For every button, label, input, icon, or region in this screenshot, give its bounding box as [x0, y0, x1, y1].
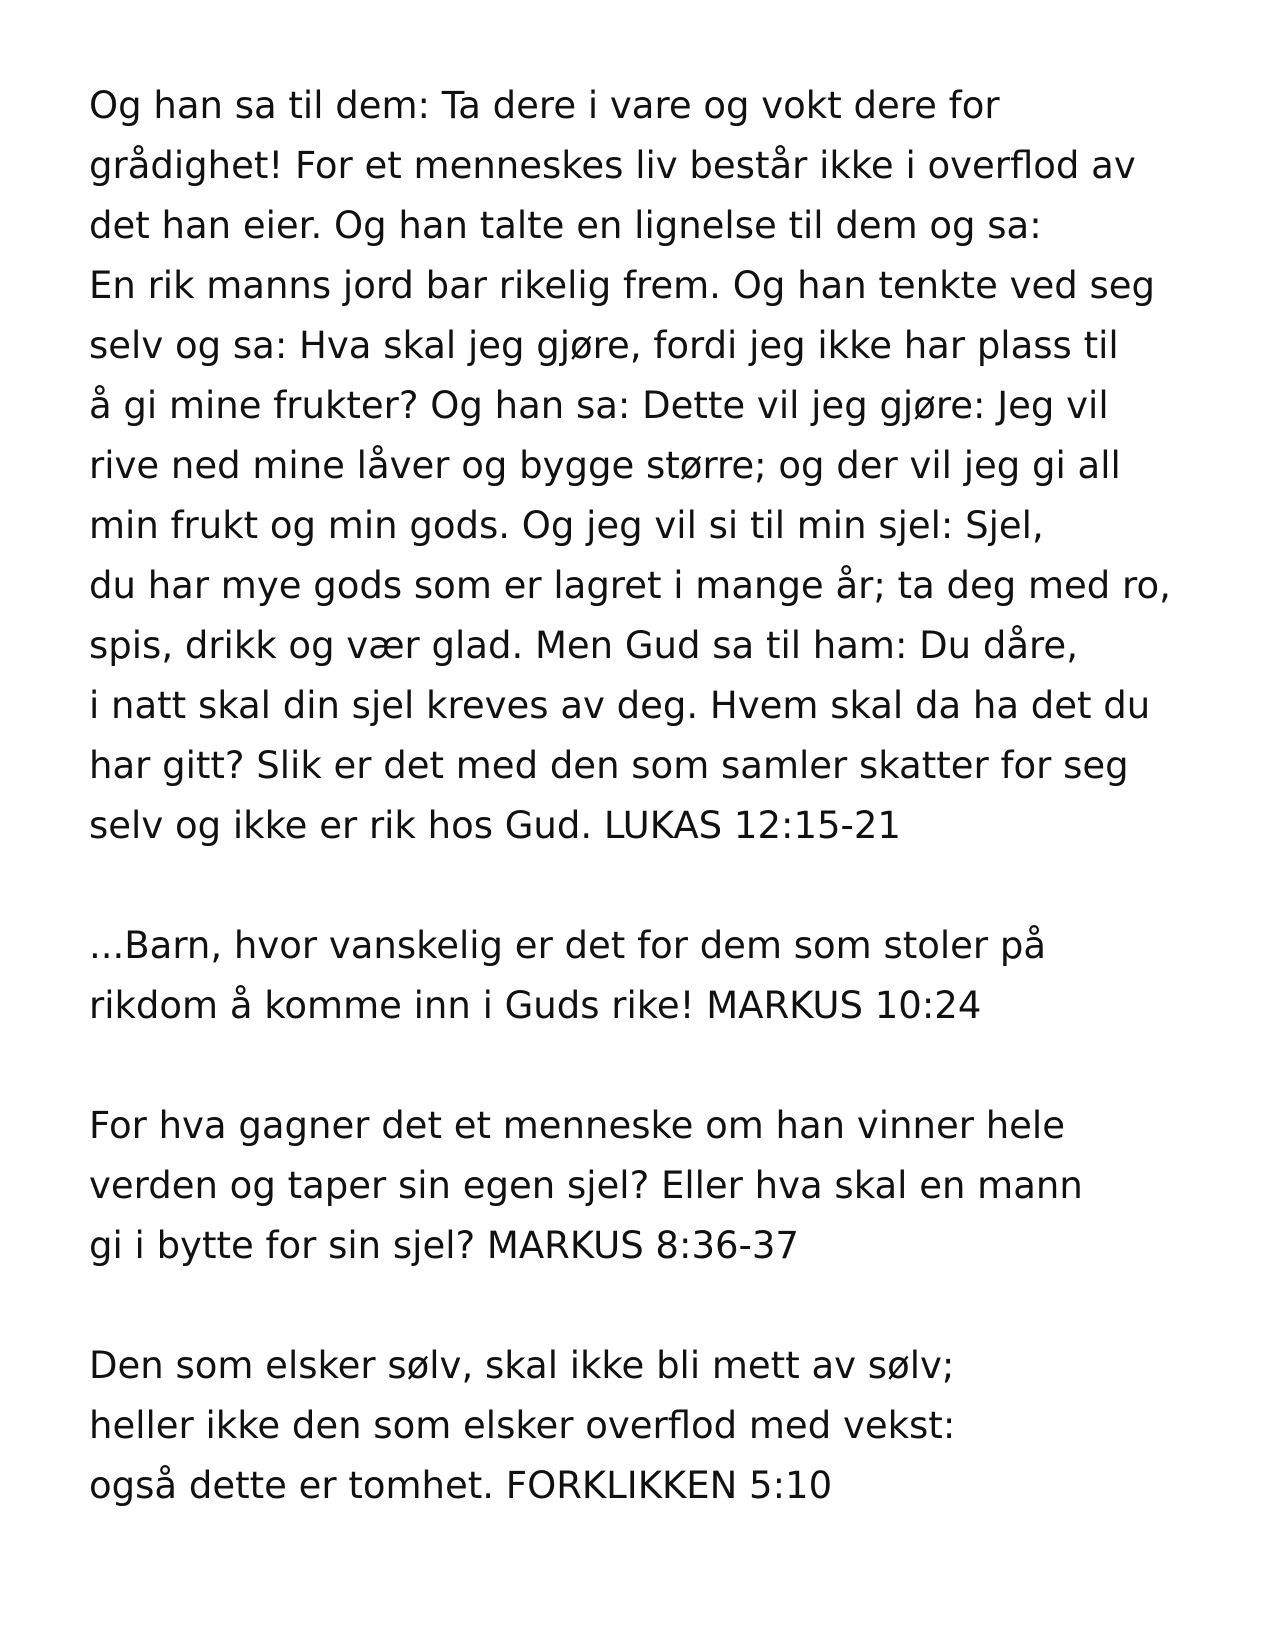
text-line: rikdom å komme inn i Guds rike! MARKUS 10:24	[89, 984, 982, 1027]
text-line: har gitt? Slik er det med den som samler skatter for seg	[89, 744, 1129, 787]
paragraph-gap	[89, 856, 1249, 916]
text-line: rive ned mine låver og bygge større; og der vil jeg gi all	[89, 444, 1121, 487]
text-line: i natt skal din sjel kreves av deg. Hvem skal da ha det du	[89, 684, 1151, 727]
text-line: å gi mine frukter? Og han sa: Dette vil jeg gjøre: Jeg vil	[89, 384, 1109, 427]
text-line: selv og sa: Hva skal jeg gjøre, fordi jeg ikke har plass til	[89, 324, 1119, 367]
paragraph-gap	[89, 1276, 1249, 1336]
text-line: grådighet! For et menneskes liv består ikke i overflod av	[89, 144, 1136, 187]
passage-markus-10	[89, 916, 1249, 1036]
text-line: heller ikke den som elsker overflod med vekst:	[89, 1404, 956, 1447]
text-line: Den som elsker sølv, skal ikke bli mett av sølv;	[89, 1344, 955, 1387]
text-line: En rik manns jord bar rikelig frem. Og han tenkte ved seg	[89, 264, 1156, 307]
text-line: selv og ikke er rik hos Gud. LUKAS 12:15-21	[89, 804, 901, 847]
text-line: For hva gagner det et menneske om han vinner hele	[89, 1104, 1065, 1147]
text-line: du har mye gods som er lagret i mange år; ta deg med ro,	[89, 564, 1171, 607]
text-line: også dette er tomhet. FORKLIKKEN 5:10	[89, 1464, 833, 1507]
passage-markus-8	[89, 1096, 1249, 1276]
text-line: ...Barn, hvor vanskelig er det for dem som stoler på	[89, 924, 1047, 967]
paragraph-gap	[89, 1036, 1249, 1096]
text-line: spis, drikk og vær glad. Men Gud sa til ham: Du dåre,	[89, 624, 1078, 667]
text-line: det han eier. Og han talte en lignelse til dem og sa:	[89, 204, 1042, 247]
text-line: verden og taper sin egen sjel? Eller hva skal en mann	[89, 1164, 1083, 1207]
document-page	[89, 76, 1249, 1516]
passage-lukas-12	[89, 76, 1249, 856]
text-line: gi i bytte for sin sjel? MARKUS 8:36-37	[89, 1224, 799, 1267]
passage-forklikken-5	[89, 1336, 1249, 1516]
text-line: Og han sa til dem: Ta dere i vare og vokt dere for	[89, 84, 1000, 127]
text-line: min frukt og min gods. Og jeg vil si til min sjel: Sjel,	[89, 504, 1044, 547]
